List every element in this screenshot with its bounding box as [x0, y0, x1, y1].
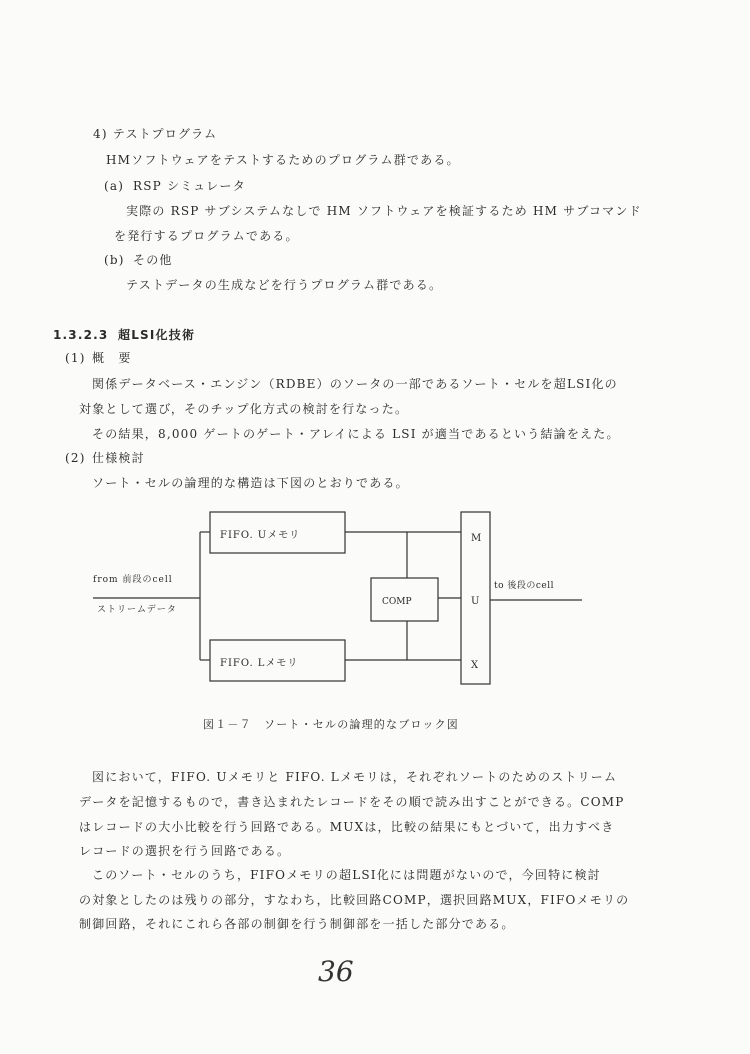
section-title: 超LSI化技術: [118, 328, 196, 342]
input-label-bottom: ストリームデータ: [97, 605, 177, 615]
item-b-label: (b): [104, 253, 125, 267]
mux-m-label: M: [471, 533, 482, 544]
p1-line4: レコードの選択を行う回路である。: [79, 844, 291, 858]
item-b-title: その他: [133, 253, 173, 267]
figure-caption: 図１－７ ソート・セルの論理的なブロック図: [203, 718, 459, 731]
output-label: to 後段のcell: [494, 581, 555, 591]
section-number: 1.3.2.3: [53, 328, 109, 342]
sub2-title: 仕様検討: [92, 451, 145, 465]
fifo-l-label: FIFO. Lメモリ: [220, 658, 299, 669]
item-a-line2: を発行するプログラムである。: [114, 229, 299, 243]
mux-u-label: U: [471, 596, 480, 607]
sub1-label: (1): [65, 351, 86, 365]
item-b-text: テストデータの生成などを行うプログラム群である。: [126, 278, 443, 292]
page-number: 36: [318, 955, 354, 988]
sub1-p1-line2: 対象として選び，そのチップ化方式の検討を行なった。: [79, 402, 409, 416]
p2-line1: このソート・セルのうち，FIFOメモリの超LSI化には問題がないので，今回特に検討: [92, 868, 601, 882]
input-label-top: from 前段のcell: [93, 575, 173, 585]
item-a-line1: 実際の RSP サブシステムなしで HM ソフトウェアを検証するため HM サブコマンド: [126, 204, 642, 218]
sub1-p1-line1: 関係データベース・エンジン（RDBE）のソータの一部であるソート・セルを超LSI化の: [92, 377, 618, 391]
section4-intro: HMソフトウェアをテストするためのプログラム群である。: [106, 153, 460, 167]
item-a-title: RSP シミュレータ: [133, 179, 246, 193]
p1-line1: 図において，FIFO. Uメモリと FIFO. Lメモリは，それぞれソートのためのストリーム: [92, 770, 618, 784]
mux-x-label: X: [471, 660, 479, 671]
fifo-u-label: FIFO. Uメモリ: [220, 530, 301, 541]
sub1-title: 概 要: [92, 351, 132, 365]
sub1-p2: その結果，8,000 ゲートのゲート・アレイによる LSI が適当であるという結論をえた。: [92, 427, 620, 441]
section4-heading: 4) テストプログラム: [93, 127, 218, 141]
sub2-label: (2): [65, 451, 86, 465]
item-a-label: (a): [104, 179, 125, 193]
p2-line2: の対象としたのは残りの部分，すなわち，比較回路COMP，選択回路MUX，FIFOメモリの: [79, 893, 630, 907]
p1-line2: データを記憶するもので，書き込まれたレコードをその順で読み出すことができる。COMP: [79, 795, 625, 809]
sub2-intro: ソート・セルの論理的な構造は下図のとおりである。: [92, 476, 409, 490]
p2-line3: 制御回路，それにこれら各部の制御を行う制御部を一括した部分である。: [79, 917, 515, 931]
comp-label: COMP: [382, 597, 412, 607]
p1-line3: はレコードの大小比較を行う回路である。MUXは，比較の結果にもとづいて，出力すべき: [79, 820, 615, 834]
